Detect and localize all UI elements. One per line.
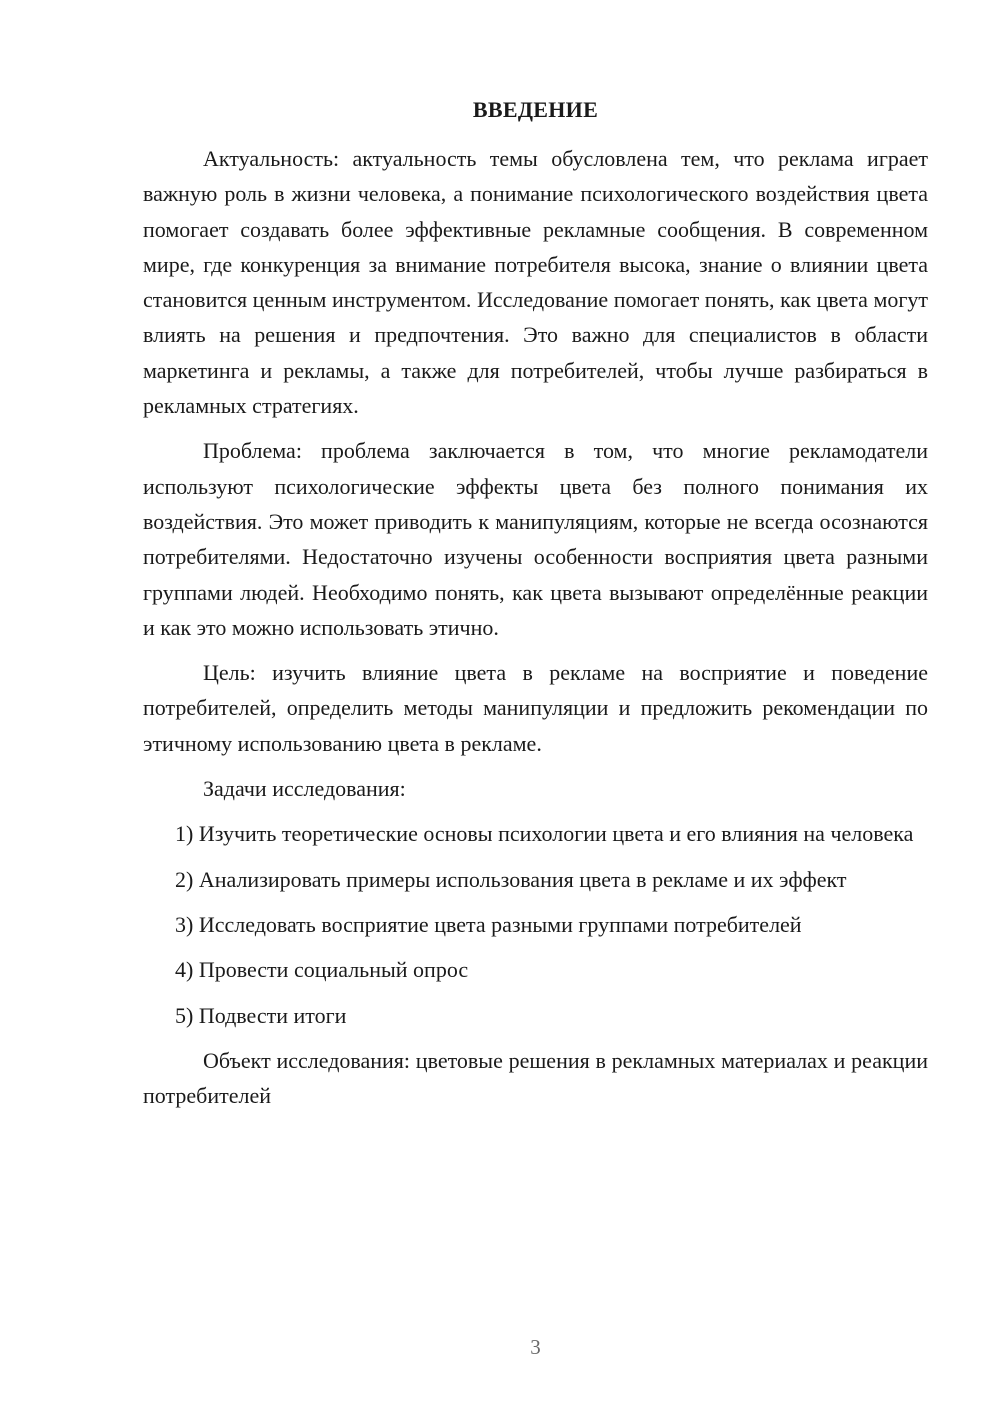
problem-paragraph: Проблема: проблема заключается в том, что многие рекламодатели используют психологические эффекты цвета без полного понимания их воздействия. Это может приводить к манипуляциям, которые не всегда осознаются потребителями. Недостаточно изучены особенности восприятия цвета разными группами людей. Необходимо понять, как цвета вызывают определённые реакции и как это можно использовать этично. <box>143 438 928 640</box>
task-item: 1) Изучить теоретические основы психологии цвета и его влияния на человека <box>175 821 914 847</box>
task-item: 5) Подвести итоги <box>175 1002 347 1028</box>
page-number: 3 <box>530 1335 541 1359</box>
task-item: 4) Провести социальный опрос <box>175 957 469 983</box>
page-body <box>143 95 928 1123</box>
task-item: 3) Исследовать восприятие цвета разными группами потребителей <box>175 911 802 937</box>
object-paragraph: Объект исследования: цветовые решения в рекламных материалах и реакции потребителей <box>143 1047 928 1109</box>
task-item: 2) Анализировать примеры использования цвета в рекламе и их эффект <box>175 866 847 892</box>
tasks-heading: Задачи исследования: <box>203 776 406 802</box>
goal-paragraph: Цель: изучить влияние цвета в рекламе на восприятие и поведение потребителей, определить методы манипуляции и предложить рекомендации по этичному использованию цвета в рекламе. <box>143 660 928 756</box>
section-heading: ВВЕДЕНИЕ <box>472 97 599 122</box>
relevance-paragraph: Актуальность: актуальность темы обусловлена тем, что реклама играет важную роль в жизни человека, а понимание психологического воздействия цвета помогает создавать более эффективные рекламные сообщения. В современном мире, где конкуренция за внимание потребителя высока, знание о влиянии цвета становится ценным инструментом. Исследование помогает понять, как цвета могут влиять на решения и предпочтения. Это важно для специалистов в области маркетинга и рекламы, а также для потребителей, чтобы лучше разбираться в рекламных стратегиях. <box>143 146 928 419</box>
